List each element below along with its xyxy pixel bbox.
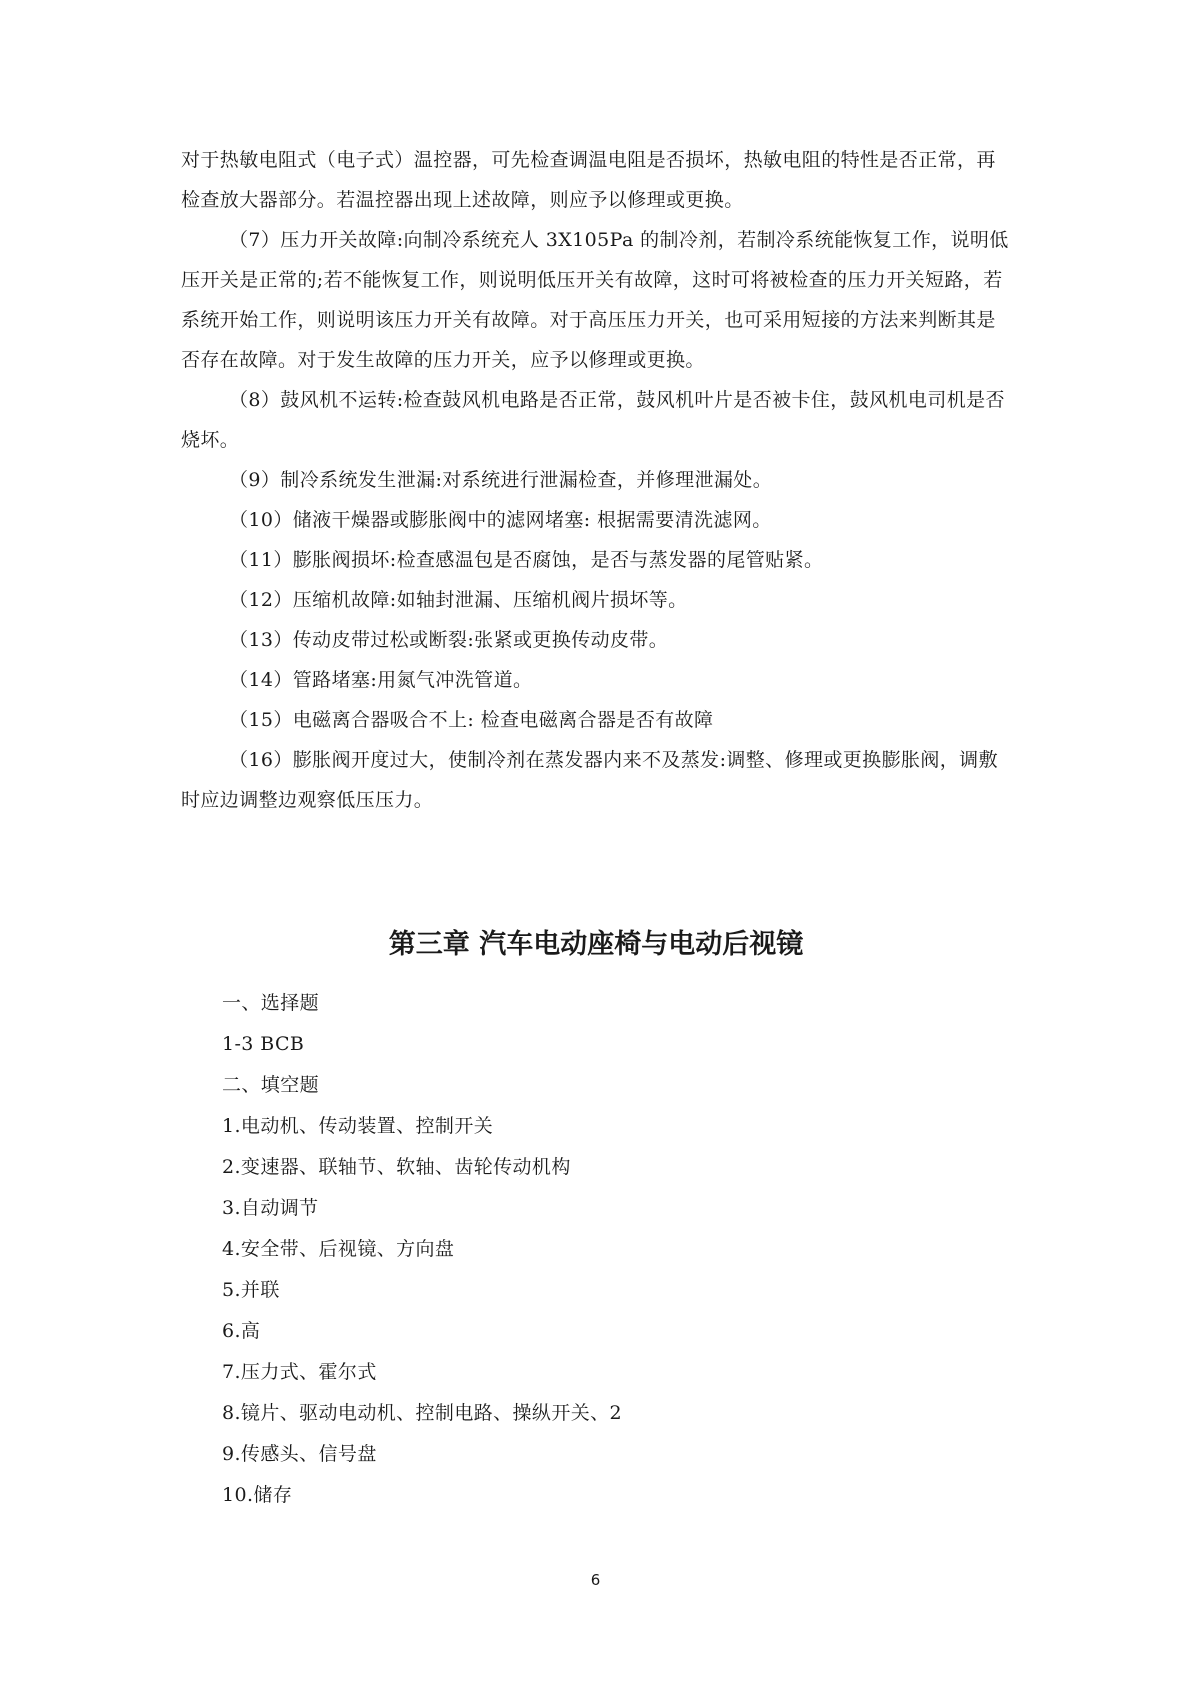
answer-line: 1-3 BCB [222, 1033, 305, 1055]
answer-line: 3.自动调节 [222, 1197, 319, 1219]
paragraph-item-11: （11）膨胀阀损坏:检查感温包是否腐蚀，是否与蒸发器的尾管贴紧。 [229, 549, 824, 571]
answer-line: 1.电动机、传动装置、控制开关 [222, 1115, 494, 1137]
answer-line: 7.压力式、霍尔式 [222, 1361, 377, 1383]
paragraph-item-14: （14）管路堵塞:用氮气冲洗管道。 [229, 669, 533, 691]
answer-line: 5.并联 [222, 1279, 280, 1301]
paragraph-item-13: （13）传动皮带过松或断裂:张紧或更换传动皮带。 [229, 629, 669, 651]
paragraph-item-15: （15）电磁离合器吸合不上: 检查电磁离合器是否有故障 [229, 709, 714, 731]
paragraph-item-10: （10）储液干燥器或膨胀阀中的滤网堵塞: 根据需要清洗滤网。 [229, 509, 772, 531]
page-number: 6 [590, 1571, 601, 1589]
answer-list [222, 983, 1002, 1516]
paragraph-item-16: （16）膨胀阀开度过大，使制冷剂在蒸发器内来不及蒸发:调整、修理或更换膨胀阀，调敷时应边调整边观察低压压力。 [181, 749, 998, 811]
paragraph-item-12: （12）压缩机故障:如轴封泄漏、压缩机阀片损坏等。 [229, 589, 688, 611]
answer-line: 10.储存 [222, 1484, 293, 1506]
answer-line: 6.高 [222, 1320, 261, 1342]
chapter-title: 第三章 汽车电动座椅与电动后视镜 [388, 929, 804, 960]
answer-line: 8.镜片、驱动电动机、控制电路、操纵开关、2 [222, 1402, 623, 1424]
answer-line: 2.变速器、联轴节、软轴、齿轮传动机构 [222, 1156, 571, 1178]
troubleshooting-section [181, 140, 1011, 820]
answer-line: 一、选择题 [222, 992, 320, 1014]
paragraph-item-8: （8）鼓风机不运转:检查鼓风机电路是否正常，鼓风机叶片是否被卡住，鼓风机电司机是否烧坏。 [181, 389, 1005, 451]
paragraph-item-7: （7）压力开关故障:向制冷系统充人 3X105Pa 的制冷剂，若制冷系统能恢复工作，说明低压开关是正常的;若不能恢复工作，则说明低压开关有故障，这时可将被检查的压力开关短路，若系统开始工作，则说明该压力开关有故障。对于高压压力开关，也可采用短接的方法来判断其是否存在故障。对于发生故障的压力开关，应予以修理或更换。 [181, 229, 1009, 371]
answer-line: 9.传感头、信号盘 [222, 1443, 377, 1465]
paragraph-item-9: （9）制冷系统发生泄漏:对系统进行泄漏检查，并修理泄漏处。 [229, 469, 773, 491]
answer-line: 二、填空题 [222, 1074, 320, 1096]
answer-line: 4.安全带、后视镜、方向盘 [222, 1238, 455, 1260]
paragraph-thermostat: 对于热敏电阻式（电子式）温控器，可先检查调温电阻是否损坏，热敏电阻的特性是否正常，再检查放大器部分。若温控器出现上述故障，则应予以修理或更换。 [181, 149, 996, 211]
